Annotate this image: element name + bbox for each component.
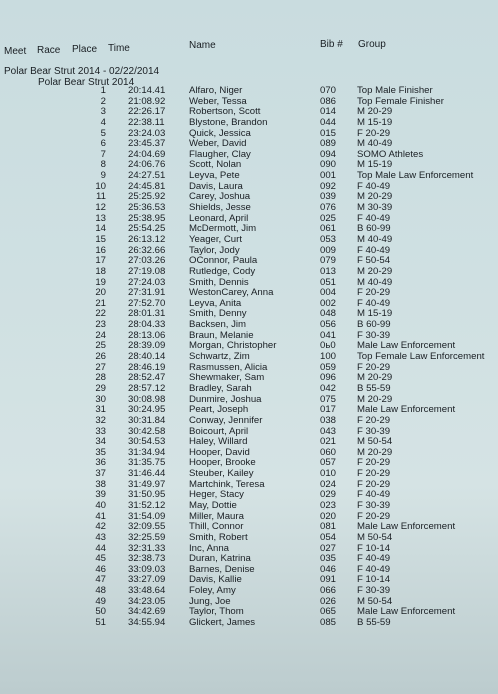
cell-group: Male Law Enforcement — [357, 340, 456, 352]
cell-time: 25:54.25 — [128, 223, 166, 235]
cell-time: 30:31.84 — [128, 414, 166, 426]
cell-bib: 056 — [320, 319, 337, 331]
cell-place: 14 — [95, 223, 106, 235]
cell-bib: 014 — [320, 106, 337, 118]
cell-place: 36 — [95, 457, 106, 469]
cell-place: 8 — [100, 159, 106, 171]
cell-place: 2 — [100, 95, 106, 107]
cell-group: F 20-29 — [357, 287, 391, 299]
cell-time: 27:52.70 — [128, 297, 166, 309]
table-row — [0, 565, 498, 576]
cell-place: 19 — [95, 276, 106, 288]
table-row — [0, 522, 498, 533]
cell-name: Blystone, Brandon — [189, 116, 268, 128]
cell-group: M 20-29 — [357, 265, 393, 277]
race-title: Polar Bear Strut 2014 — [38, 77, 135, 88]
cell-time: 25:38.95 — [128, 212, 166, 224]
header-race: Race — [37, 45, 61, 56]
cell-bib: 035 — [320, 553, 337, 565]
cell-place: 24 — [95, 329, 106, 341]
cell-group: M 40-49 — [357, 276, 393, 288]
cell-time: 31:34.94 — [128, 446, 166, 458]
cell-time: 23:24.03 — [128, 127, 166, 139]
cell-time: 30:54.53 — [128, 436, 166, 448]
cell-group: M 40-49 — [357, 233, 393, 245]
cell-group: Top Female Finisher — [357, 95, 444, 107]
cell-name: Schwartz, Zim — [189, 351, 250, 363]
cell-bib: 009 — [320, 244, 337, 256]
cell-group: F 20-29 — [357, 468, 391, 480]
cell-group: F 40-49 — [357, 297, 391, 309]
cell-time: 31:52.12 — [128, 499, 166, 511]
cell-place: 28 — [95, 372, 106, 384]
cell-time: 31:49.97 — [128, 478, 166, 490]
cell-place: 20 — [95, 287, 106, 299]
cell-time: 30:24.95 — [128, 404, 166, 416]
cell-name: Hooper, David — [189, 446, 250, 458]
cell-place: 41 — [95, 510, 106, 522]
cell-group: Male Law Enforcement — [357, 404, 456, 416]
cell-place: 50 — [95, 606, 106, 618]
results-table — [0, 86, 498, 629]
cell-name: Morgan, Christopher — [189, 340, 277, 352]
cell-group: Top Male Finisher — [357, 85, 433, 96]
cell-name: Leyva, Anita — [189, 297, 242, 309]
cell-bib: 092 — [320, 180, 337, 192]
cell-place: 27 — [95, 361, 106, 373]
cell-bib: 076 — [320, 202, 337, 214]
cell-bib: 060 — [320, 446, 337, 458]
cell-name: Davis, Laura — [189, 180, 243, 192]
cell-time: 33:48.64 — [128, 585, 166, 597]
cell-name: Smith, Robert — [189, 531, 248, 543]
cell-place: 31 — [95, 404, 106, 416]
cell-bib: 048 — [320, 308, 337, 320]
cell-group: M 20-29 — [357, 191, 393, 203]
cell-place: 45 — [95, 553, 106, 565]
cell-name: Braun, Melanie — [189, 329, 254, 341]
cell-time: 31:35.75 — [128, 457, 166, 469]
cell-name: Taylor, Jody — [189, 244, 240, 256]
header-place: Place — [72, 44, 98, 55]
cell-time: 32:09.55 — [128, 521, 166, 533]
cell-group: Male Law Enforcement — [357, 521, 456, 533]
cell-place: 13 — [95, 212, 106, 224]
cell-place: 35 — [95, 446, 106, 458]
cell-place: 32 — [95, 414, 106, 426]
cell-group: Male Law Enforcement — [357, 606, 456, 618]
cell-bib: 051 — [320, 276, 337, 288]
cell-bib: 043 — [320, 425, 337, 437]
cell-group: M 20-29 — [357, 372, 393, 384]
cell-group: M 15-19 — [357, 116, 393, 128]
header-name: Name — [189, 40, 216, 51]
cell-name: Dunmire, Joshua — [189, 393, 262, 405]
cell-name: Glickert, James — [189, 617, 256, 629]
cell-place: 39 — [95, 489, 106, 501]
cell-time: 32:31.33 — [128, 542, 166, 554]
cell-place: 15 — [95, 233, 106, 245]
table-row — [0, 129, 498, 140]
table-row — [0, 150, 498, 161]
header-bib: Bib # — [320, 39, 343, 50]
cell-bib: 021 — [320, 436, 337, 448]
cell-bib: 001 — [320, 170, 337, 182]
cell-time: 28:04.33 — [128, 319, 166, 331]
cell-time: 32:25.59 — [128, 531, 166, 543]
cell-time: 33:27.09 — [128, 574, 166, 586]
cell-name: Flaugher, Clay — [189, 148, 251, 160]
cell-bib: 085 — [320, 617, 337, 629]
table-row — [0, 267, 498, 278]
cell-name: Miller, Maura — [189, 510, 244, 522]
table-row — [0, 203, 498, 214]
table-row — [0, 501, 498, 512]
cell-time: 28:39.09 — [128, 340, 166, 352]
cell-bib: 053 — [320, 233, 337, 245]
cell-time: 24:04.69 — [128, 148, 166, 160]
cell-name: Rasmussen, Alicia — [189, 361, 268, 373]
cell-bib: 017 — [320, 404, 337, 416]
cell-time: 22:38.11 — [128, 116, 165, 128]
cell-bib: 100 — [320, 351, 337, 363]
cell-name: Weber, Tessa — [189, 95, 247, 107]
cell-group: F 10-14 — [357, 542, 391, 554]
cell-place: 43 — [95, 531, 106, 543]
cell-time: 34:55.94 — [128, 617, 166, 629]
cell-place: 10 — [95, 180, 106, 192]
cell-group: F 20-29 — [357, 414, 391, 426]
cell-bib: 081 — [320, 521, 337, 533]
cell-place: 11 — [96, 191, 106, 203]
cell-group: F 20-29 — [357, 478, 391, 490]
cell-bib: 075 — [320, 393, 337, 405]
cell-group: F 30-39 — [357, 499, 391, 511]
cell-group: B 55-59 — [357, 617, 391, 629]
table-row — [0, 235, 498, 246]
cell-place: 5 — [100, 127, 106, 139]
cell-name: Rutledge, Cody — [189, 265, 256, 277]
cell-bib: 0ь0 — [320, 340, 336, 352]
table-row — [0, 618, 498, 629]
cell-group: F 30-39 — [357, 425, 391, 437]
cell-name: Foley, Amy — [189, 585, 236, 597]
header-group: Group — [358, 39, 386, 50]
cell-name: McDermott, Jim — [189, 223, 257, 235]
table-row — [0, 416, 498, 427]
cell-place: 4 — [100, 116, 106, 128]
cell-name: Leonard, April — [189, 212, 249, 224]
cell-name: Conway, Jennifer — [189, 414, 263, 426]
cell-bib: 020 — [320, 510, 337, 522]
cell-time: 24:06.76 — [128, 159, 166, 171]
cell-group: F 40-49 — [357, 180, 391, 192]
cell-group: Top Female Law Enforcement — [357, 351, 485, 363]
cell-place: 12 — [95, 202, 106, 214]
cell-group: M 20-29 — [357, 106, 393, 118]
cell-place: 17 — [95, 255, 106, 267]
cell-time: 32:38.73 — [128, 553, 166, 565]
cell-bib: 054 — [320, 531, 337, 543]
cell-name: Bradley, Sarah — [189, 382, 252, 394]
cell-bib: 090 — [320, 159, 337, 171]
cell-name: Barnes, Denise — [189, 563, 255, 575]
cell-group: F 40-49 — [357, 489, 391, 501]
cell-place: 46 — [95, 563, 106, 575]
cell-place: 29 — [95, 382, 106, 394]
cell-place: 47 — [95, 574, 106, 586]
cell-group: M 15-19 — [357, 159, 393, 171]
cell-name: Duran, Katrina — [189, 553, 251, 565]
cell-bib: 059 — [320, 361, 337, 373]
cell-place: 7 — [100, 148, 106, 160]
cell-bib: 038 — [320, 414, 337, 426]
cell-name: Martchink, Teresa — [189, 478, 265, 490]
cell-place: 26 — [95, 351, 106, 363]
cell-time: 24:45.81 — [128, 180, 166, 192]
cell-bib: 039 — [320, 191, 337, 203]
cell-place: 9 — [100, 170, 106, 182]
cell-bib: 070 — [320, 85, 337, 96]
cell-name: Scott, Nolan — [189, 159, 242, 171]
cell-group: M 50-54 — [357, 595, 393, 607]
cell-time: 23:45.37 — [128, 138, 166, 150]
cell-group: M 50-54 — [357, 436, 393, 448]
cell-time: 31:50.95 — [128, 489, 166, 501]
cell-place: 25 — [95, 340, 106, 352]
cell-name: Jung, Joe — [189, 595, 231, 607]
header-time: Time — [108, 43, 130, 54]
cell-time: 22:26.17 — [128, 106, 166, 118]
cell-place: 51 — [95, 617, 106, 629]
cell-bib: 061 — [320, 223, 337, 235]
cell-group: M 20-29 — [357, 393, 393, 405]
cell-name: Hooper, Brooke — [189, 457, 256, 469]
cell-time: 28:01.31 — [128, 308, 166, 320]
cell-bib: 029 — [320, 489, 337, 501]
cell-name: Robertson, Scott — [189, 106, 261, 118]
cell-name: Backsen, Jim — [189, 319, 247, 331]
cell-time: 27:19.08 — [128, 265, 166, 277]
cell-group: B 60-99 — [357, 223, 391, 235]
cell-group: F 20-29 — [357, 510, 391, 522]
cell-time: 30:08.98 — [128, 393, 166, 405]
table-row — [0, 575, 498, 586]
cell-name: Smith, Denny — [189, 308, 247, 320]
cell-group: F 30-39 — [357, 329, 391, 341]
cell-group: M 20-29 — [357, 446, 393, 458]
cell-time: 34:42.69 — [128, 606, 166, 618]
cell-group: M 40-49 — [357, 138, 393, 150]
cell-bib: 026 — [320, 595, 337, 607]
cell-bib: 002 — [320, 297, 337, 309]
cell-name: Davis, Kallie — [189, 574, 242, 586]
cell-bib: 010 — [320, 468, 337, 480]
cell-name: Taylor, Thom — [189, 606, 244, 618]
cell-name: OConnor, Paula — [189, 255, 258, 267]
cell-time: 28:57.12 — [128, 382, 166, 394]
cell-group: F 40-49 — [357, 563, 391, 575]
event-title: Polar Bear Strut 2014 - 02/22/2014 — [4, 66, 160, 77]
cell-bib: 023 — [320, 499, 337, 511]
cell-name: Inc, Anna — [189, 542, 230, 554]
cell-place: 6 — [100, 138, 106, 150]
cell-time: 20:14.41 — [128, 85, 166, 96]
cell-time: 21:08.92 — [128, 95, 166, 107]
cell-place: 3 — [100, 106, 106, 118]
cell-place: 33 — [95, 425, 106, 437]
table-row — [0, 309, 498, 320]
cell-name: Steuber, Kailey — [189, 468, 254, 480]
cell-time: 30:42.58 — [128, 425, 166, 437]
cell-name: Weber, David — [189, 138, 247, 150]
table-row — [0, 299, 498, 310]
cell-time: 24:27.51 — [128, 170, 166, 182]
cell-bib: 057 — [320, 457, 337, 469]
cell-time: 31:54.09 — [128, 510, 166, 522]
cell-place: 38 — [95, 478, 106, 490]
cell-time: 28:52.47 — [128, 372, 166, 384]
cell-time: 28:46.19 — [128, 361, 166, 373]
cell-name: Yeager, Curt — [189, 233, 242, 245]
cell-time: 33:09.03 — [128, 563, 166, 575]
cell-bib: 079 — [320, 255, 337, 267]
cell-bib: 013 — [320, 265, 337, 277]
table-row — [0, 224, 498, 235]
cell-time: 27:24.03 — [128, 276, 166, 288]
table-row — [0, 427, 498, 438]
cell-group: F 40-49 — [357, 553, 391, 565]
cell-group: B 55-59 — [357, 382, 391, 394]
table-row — [0, 480, 498, 491]
cell-group: SOMO Athletes — [357, 148, 424, 160]
cell-group: F 10-14 — [357, 574, 391, 586]
cell-time: 28:40.14 — [128, 351, 166, 363]
cell-bib: 025 — [320, 212, 337, 224]
cell-bib: 042 — [320, 382, 337, 394]
cell-name: Smith, Dennis — [189, 276, 249, 288]
cell-name: WestonCarey, Anna — [189, 287, 274, 299]
cell-bib: 091 — [320, 574, 337, 586]
cell-bib: 094 — [320, 148, 337, 160]
cell-name: Haley, Willard — [189, 436, 248, 448]
table-row — [0, 288, 498, 299]
cell-bib: 046 — [320, 563, 337, 575]
cell-place: 23 — [95, 319, 106, 331]
table-row — [0, 118, 498, 129]
table-row — [0, 384, 498, 395]
cell-group: F 40-49 — [357, 244, 391, 256]
cell-group: M 50-54 — [357, 531, 393, 543]
cell-bib: 044 — [320, 116, 337, 128]
cell-time: 25:25.92 — [128, 191, 166, 203]
cell-name: Shields, Jesse — [189, 202, 251, 214]
cell-place: 16 — [95, 244, 106, 256]
cell-place: 49 — [95, 595, 106, 607]
cell-group: F 20-29 — [357, 457, 391, 469]
cell-time: 25:36.53 — [128, 202, 166, 214]
cell-place: 48 — [95, 585, 106, 597]
cell-group: Top Male Law Enforcement — [357, 170, 474, 182]
cell-group: F 20-29 — [357, 361, 391, 373]
cell-bib: 004 — [320, 287, 337, 299]
cell-bib: 066 — [320, 585, 337, 597]
cell-group: F 30-39 — [357, 585, 391, 597]
cell-bib: 089 — [320, 138, 337, 150]
cell-place: 18 — [95, 265, 106, 277]
cell-name: Quick, Jessica — [189, 127, 251, 139]
cell-place: 42 — [95, 521, 106, 533]
cell-name: Boicourt, April — [189, 425, 249, 437]
cell-place: 30 — [95, 393, 106, 405]
cell-bib: 015 — [320, 127, 337, 139]
cell-group: F 40-49 — [357, 212, 391, 224]
cell-time: 28:13.06 — [128, 329, 166, 341]
cell-bib: 065 — [320, 606, 337, 618]
cell-group: M 15-19 — [357, 308, 393, 320]
cell-name: May, Dottie — [189, 499, 237, 511]
cell-place: 1 — [100, 85, 106, 96]
cell-time: 31:46.44 — [128, 468, 166, 480]
cell-bib: 086 — [320, 95, 337, 107]
cell-place: 44 — [95, 542, 106, 554]
cell-name: Carey, Joshua — [189, 191, 251, 203]
table-row — [0, 490, 498, 501]
cell-group: F 50-54 — [357, 255, 391, 267]
cell-group: M 30-39 — [357, 202, 393, 214]
cell-place: 37 — [95, 468, 106, 480]
cell-place: 40 — [95, 499, 106, 511]
cell-time: 26:32.66 — [128, 244, 166, 256]
cell-name: Shewmaker, Sam — [189, 372, 265, 384]
table-row — [0, 533, 498, 544]
table-row — [0, 586, 498, 597]
cell-time: 26:13.12 — [128, 233, 166, 245]
cell-place: 21 — [95, 297, 106, 309]
cell-bib: 096 — [320, 372, 337, 384]
cell-bib: 024 — [320, 478, 337, 490]
header-meet: Meet — [4, 46, 27, 57]
cell-place: 22 — [95, 308, 106, 320]
cell-group: F 20-29 — [357, 127, 391, 139]
cell-time: 34:23.05 — [128, 595, 166, 607]
cell-name: Leyva, Pete — [189, 170, 240, 182]
cell-bib: 041 — [320, 329, 337, 341]
cell-name: Peart, Joseph — [189, 404, 249, 416]
cell-name: Alfaro, Niger — [189, 85, 243, 96]
cell-name: Heger, Stacy — [189, 489, 244, 501]
cell-time: 27:31.91 — [128, 287, 166, 299]
cell-name: Thill, Connor — [189, 521, 244, 533]
cell-group: B 60-99 — [357, 319, 391, 331]
table-row — [0, 171, 498, 182]
cell-time: 27:03.26 — [128, 255, 166, 267]
cell-place: 34 — [95, 436, 106, 448]
cell-bib: 027 — [320, 542, 337, 554]
